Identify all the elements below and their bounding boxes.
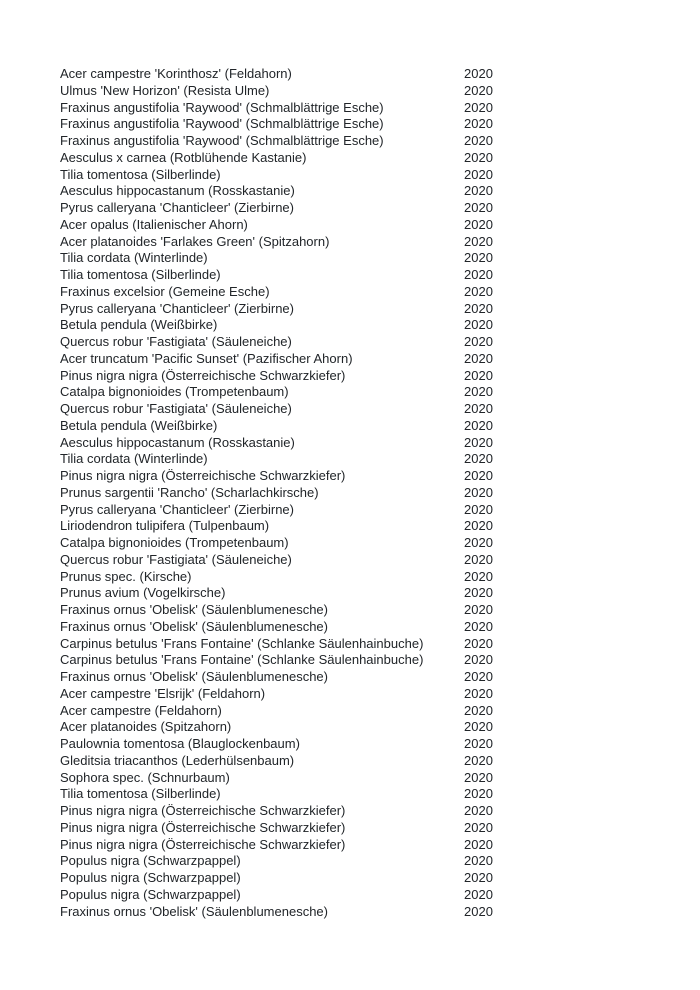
table-row xyxy=(60,317,660,334)
tree-name: Betula pendula (Weißbirke) xyxy=(60,417,218,433)
tree-name: Sophora spec. (Schnurbaum) xyxy=(60,769,230,785)
tree-name: Fraxinus excelsior (Gemeine Esche) xyxy=(60,283,270,299)
tree-name: Pyrus calleryana 'Chanticleer' (Zierbirne) xyxy=(60,200,294,215)
table-row xyxy=(60,435,660,452)
tree-name: Tilia cordata (Winterlinde) xyxy=(60,250,208,266)
table-row xyxy=(60,803,660,820)
table-row xyxy=(60,753,660,770)
table-row xyxy=(60,602,660,619)
planting-year: 2020 xyxy=(464,317,493,333)
table-row xyxy=(60,552,660,569)
tree-name: Fraxinus ornus 'Obelisk' (Säulenblumenesche) xyxy=(60,618,328,634)
planting-year: 2020 xyxy=(464,183,493,199)
planting-year: 2020 xyxy=(464,635,493,651)
tree-name: Tilia tomentosa (Silberlinde) xyxy=(60,267,221,282)
tree-name: Prunus sargentii 'Rancho' (Scharlachkirsche) xyxy=(60,484,319,500)
planting-year: 2020 xyxy=(464,501,493,517)
planting-year: 2020 xyxy=(464,736,493,751)
tree-name: Acer opalus (Italienischer Ahorn) xyxy=(60,216,248,232)
table-row xyxy=(60,150,660,167)
planting-year: 2020 xyxy=(464,669,493,684)
tree-name: Fraxinus ornus 'Obelisk' (Säulenblumenesche) xyxy=(60,903,328,919)
table-row xyxy=(60,837,660,854)
tree-name: Catalpa bignonioides (Trompetenbaum) xyxy=(60,535,289,550)
planting-year: 2020 xyxy=(464,417,493,433)
planting-year: 2020 xyxy=(464,334,493,349)
tree-name: Aesculus hippocastanum (Rosskastanie) xyxy=(60,183,295,199)
table-row xyxy=(60,100,660,117)
table-row xyxy=(60,485,660,502)
tree-name: Carpinus betulus 'Frans Fontaine' (Schlanke Säulenhainbuche) xyxy=(60,635,424,651)
table-row xyxy=(60,904,660,921)
table-row xyxy=(60,719,660,736)
planting-year: 2020 xyxy=(464,903,493,919)
planting-year: 2020 xyxy=(464,451,493,467)
tree-name: Betula pendula (Weißbirke) xyxy=(60,317,218,333)
table-row xyxy=(60,636,660,653)
table-row xyxy=(60,502,660,519)
table-row xyxy=(60,116,660,133)
tree-name: Catalpa bignonioides (Trompetenbaum) xyxy=(60,384,289,400)
table-row xyxy=(60,870,660,887)
planting-year: 2020 xyxy=(464,719,493,735)
tree-name: Acer truncatum 'Pacific Sunset' (Pazifischer Ahorn) xyxy=(60,350,353,366)
planting-year: 2020 xyxy=(464,702,493,718)
table-row xyxy=(60,770,660,787)
planting-year: 2020 xyxy=(464,82,493,98)
planting-year: 2020 xyxy=(464,149,493,165)
planting-year: 2020 xyxy=(464,116,493,132)
planting-year: 2020 xyxy=(464,602,493,617)
table-row xyxy=(60,418,660,435)
planting-year: 2020 xyxy=(464,468,493,483)
table-row xyxy=(60,301,660,318)
table-row xyxy=(60,619,660,636)
tree-name: Acer platanoides (Spitzahorn) xyxy=(60,719,232,735)
table-row xyxy=(60,569,660,586)
tree-list xyxy=(60,66,660,920)
table-row xyxy=(60,234,660,251)
planting-year: 2020 xyxy=(464,484,493,500)
table-row xyxy=(60,167,660,184)
planting-year: 2020 xyxy=(464,99,493,115)
planting-year: 2020 xyxy=(464,233,493,249)
tree-name: Fraxinus angustifolia 'Raywood' (Schmalblättrige Esche) xyxy=(60,133,384,148)
planting-year: 2020 xyxy=(464,551,493,567)
tree-name: Fraxinus ornus 'Obelisk' (Säulenblumenesche) xyxy=(60,602,328,617)
planting-year: 2020 xyxy=(464,618,493,634)
table-row xyxy=(60,703,660,720)
table-row xyxy=(60,83,660,100)
tree-name: Populus nigra (Schwarzpappel) xyxy=(60,853,241,869)
planting-year: 2020 xyxy=(464,568,493,584)
tree-name: Tilia tomentosa (Silberlinde) xyxy=(60,786,221,802)
tree-name: Prunus avium (Vogelkirsche) xyxy=(60,585,226,601)
tree-name: Fraxinus angustifolia 'Raywood' (Schmalblättrige Esche) xyxy=(60,99,384,115)
tree-name: Pyrus calleryana 'Chanticleer' (Zierbirne) xyxy=(60,300,294,316)
table-row xyxy=(60,401,660,418)
planting-year: 2020 xyxy=(464,216,493,232)
tree-name: Acer campestre (Feldahorn) xyxy=(60,702,222,718)
tree-name: Carpinus betulus 'Frans Fontaine' (Schlanke Säulenhainbuche) xyxy=(60,652,424,668)
table-row xyxy=(60,518,660,535)
planting-year: 2020 xyxy=(464,585,493,601)
tree-name: Gleditsia triacanthos (Lederhülsenbaum) xyxy=(60,752,295,768)
table-row xyxy=(60,736,660,753)
planting-year: 2020 xyxy=(464,300,493,316)
table-row xyxy=(60,652,660,669)
tree-name: Pinus nigra nigra (Österreichische Schwarzkiefer) xyxy=(60,836,346,852)
planting-year: 2020 xyxy=(464,518,493,534)
table-row xyxy=(60,133,660,150)
table-row xyxy=(60,686,660,703)
table-row xyxy=(60,669,660,686)
tree-name: Paulownia tomentosa (Blauglockenbaum) xyxy=(60,736,300,751)
table-row xyxy=(60,66,660,83)
planting-year: 2020 xyxy=(464,250,493,266)
tree-name: Acer campestre 'Korinthosz' (Feldahorn) xyxy=(60,66,292,81)
tree-name: Quercus robur 'Fastigiata' (Säuleneiche) xyxy=(60,551,292,567)
tree-name: Populus nigra (Schwarzpappel) xyxy=(60,886,241,902)
table-row xyxy=(60,451,660,468)
tree-name: Aesculus hippocastanum (Rosskastanie) xyxy=(60,434,295,450)
planting-year: 2020 xyxy=(464,401,493,416)
planting-year: 2020 xyxy=(464,434,493,450)
tree-name: Quercus robur 'Fastigiata' (Säuleneiche) xyxy=(60,334,292,349)
planting-year: 2020 xyxy=(464,66,493,81)
planting-year: 2020 xyxy=(464,350,493,366)
planting-year: 2020 xyxy=(464,384,493,400)
planting-year: 2020 xyxy=(464,133,493,148)
planting-year: 2020 xyxy=(464,803,493,818)
planting-year: 2020 xyxy=(464,870,493,885)
planting-year: 2020 xyxy=(464,535,493,550)
planting-year: 2020 xyxy=(464,769,493,785)
tree-name: Quercus robur 'Fastigiata' (Säuleneiche) xyxy=(60,401,292,416)
planting-year: 2020 xyxy=(464,685,493,701)
table-row xyxy=(60,368,660,385)
tree-name: Acer platanoides 'Farlakes Green' (Spitzahorn) xyxy=(60,233,330,249)
table-row xyxy=(60,820,660,837)
table-row xyxy=(60,284,660,301)
tree-name: Pinus nigra nigra (Österreichische Schwarzkiefer) xyxy=(60,468,346,483)
table-row xyxy=(60,535,660,552)
planting-year: 2020 xyxy=(464,886,493,902)
tree-name: Pyrus calleryana 'Chanticleer' (Zierbirne) xyxy=(60,501,294,517)
planting-year: 2020 xyxy=(464,283,493,299)
table-row xyxy=(60,468,660,485)
tree-name: Prunus spec. (Kirsche) xyxy=(60,568,192,584)
planting-year: 2020 xyxy=(464,752,493,768)
tree-name: Tilia cordata (Winterlinde) xyxy=(60,451,208,467)
planting-year: 2020 xyxy=(464,200,493,215)
planting-year: 2020 xyxy=(464,786,493,802)
table-row xyxy=(60,250,660,267)
tree-name: Aesculus x carnea (Rotblühende Kastanie) xyxy=(60,149,307,165)
table-row xyxy=(60,853,660,870)
table-row xyxy=(60,585,660,602)
tree-name: Tilia tomentosa (Silberlinde) xyxy=(60,166,221,182)
tree-name: Liriodendron tulipifera (Tulpenbaum) xyxy=(60,518,270,534)
tree-name: Acer campestre 'Elsrijk' (Feldahorn) xyxy=(60,685,266,701)
planting-year: 2020 xyxy=(464,166,493,182)
tree-name: Pinus nigra nigra (Österreichische Schwarzkiefer) xyxy=(60,367,346,383)
tree-name: Populus nigra (Schwarzpappel) xyxy=(60,870,241,885)
table-row xyxy=(60,351,660,368)
tree-name: Ulmus 'New Horizon' (Resista Ulme) xyxy=(60,82,270,98)
tree-name: Fraxinus ornus 'Obelisk' (Säulenblumenesche) xyxy=(60,669,328,684)
table-row xyxy=(60,334,660,351)
table-row xyxy=(60,786,660,803)
planting-year: 2020 xyxy=(464,819,493,835)
planting-year: 2020 xyxy=(464,652,493,668)
table-row xyxy=(60,183,660,200)
planting-year: 2020 xyxy=(464,853,493,869)
tree-name: Pinus nigra nigra (Österreichische Schwarzkiefer) xyxy=(60,819,346,835)
tree-name: Fraxinus angustifolia 'Raywood' (Schmalblättrige Esche) xyxy=(60,116,384,132)
planting-year: 2020 xyxy=(464,267,493,282)
table-row xyxy=(60,200,660,217)
table-row xyxy=(60,384,660,401)
table-row xyxy=(60,887,660,904)
planting-year: 2020 xyxy=(464,836,493,852)
tree-name: Pinus nigra nigra (Österreichische Schwarzkiefer) xyxy=(60,803,346,818)
table-row xyxy=(60,267,660,284)
table-row xyxy=(60,217,660,234)
planting-year: 2020 xyxy=(464,367,493,383)
